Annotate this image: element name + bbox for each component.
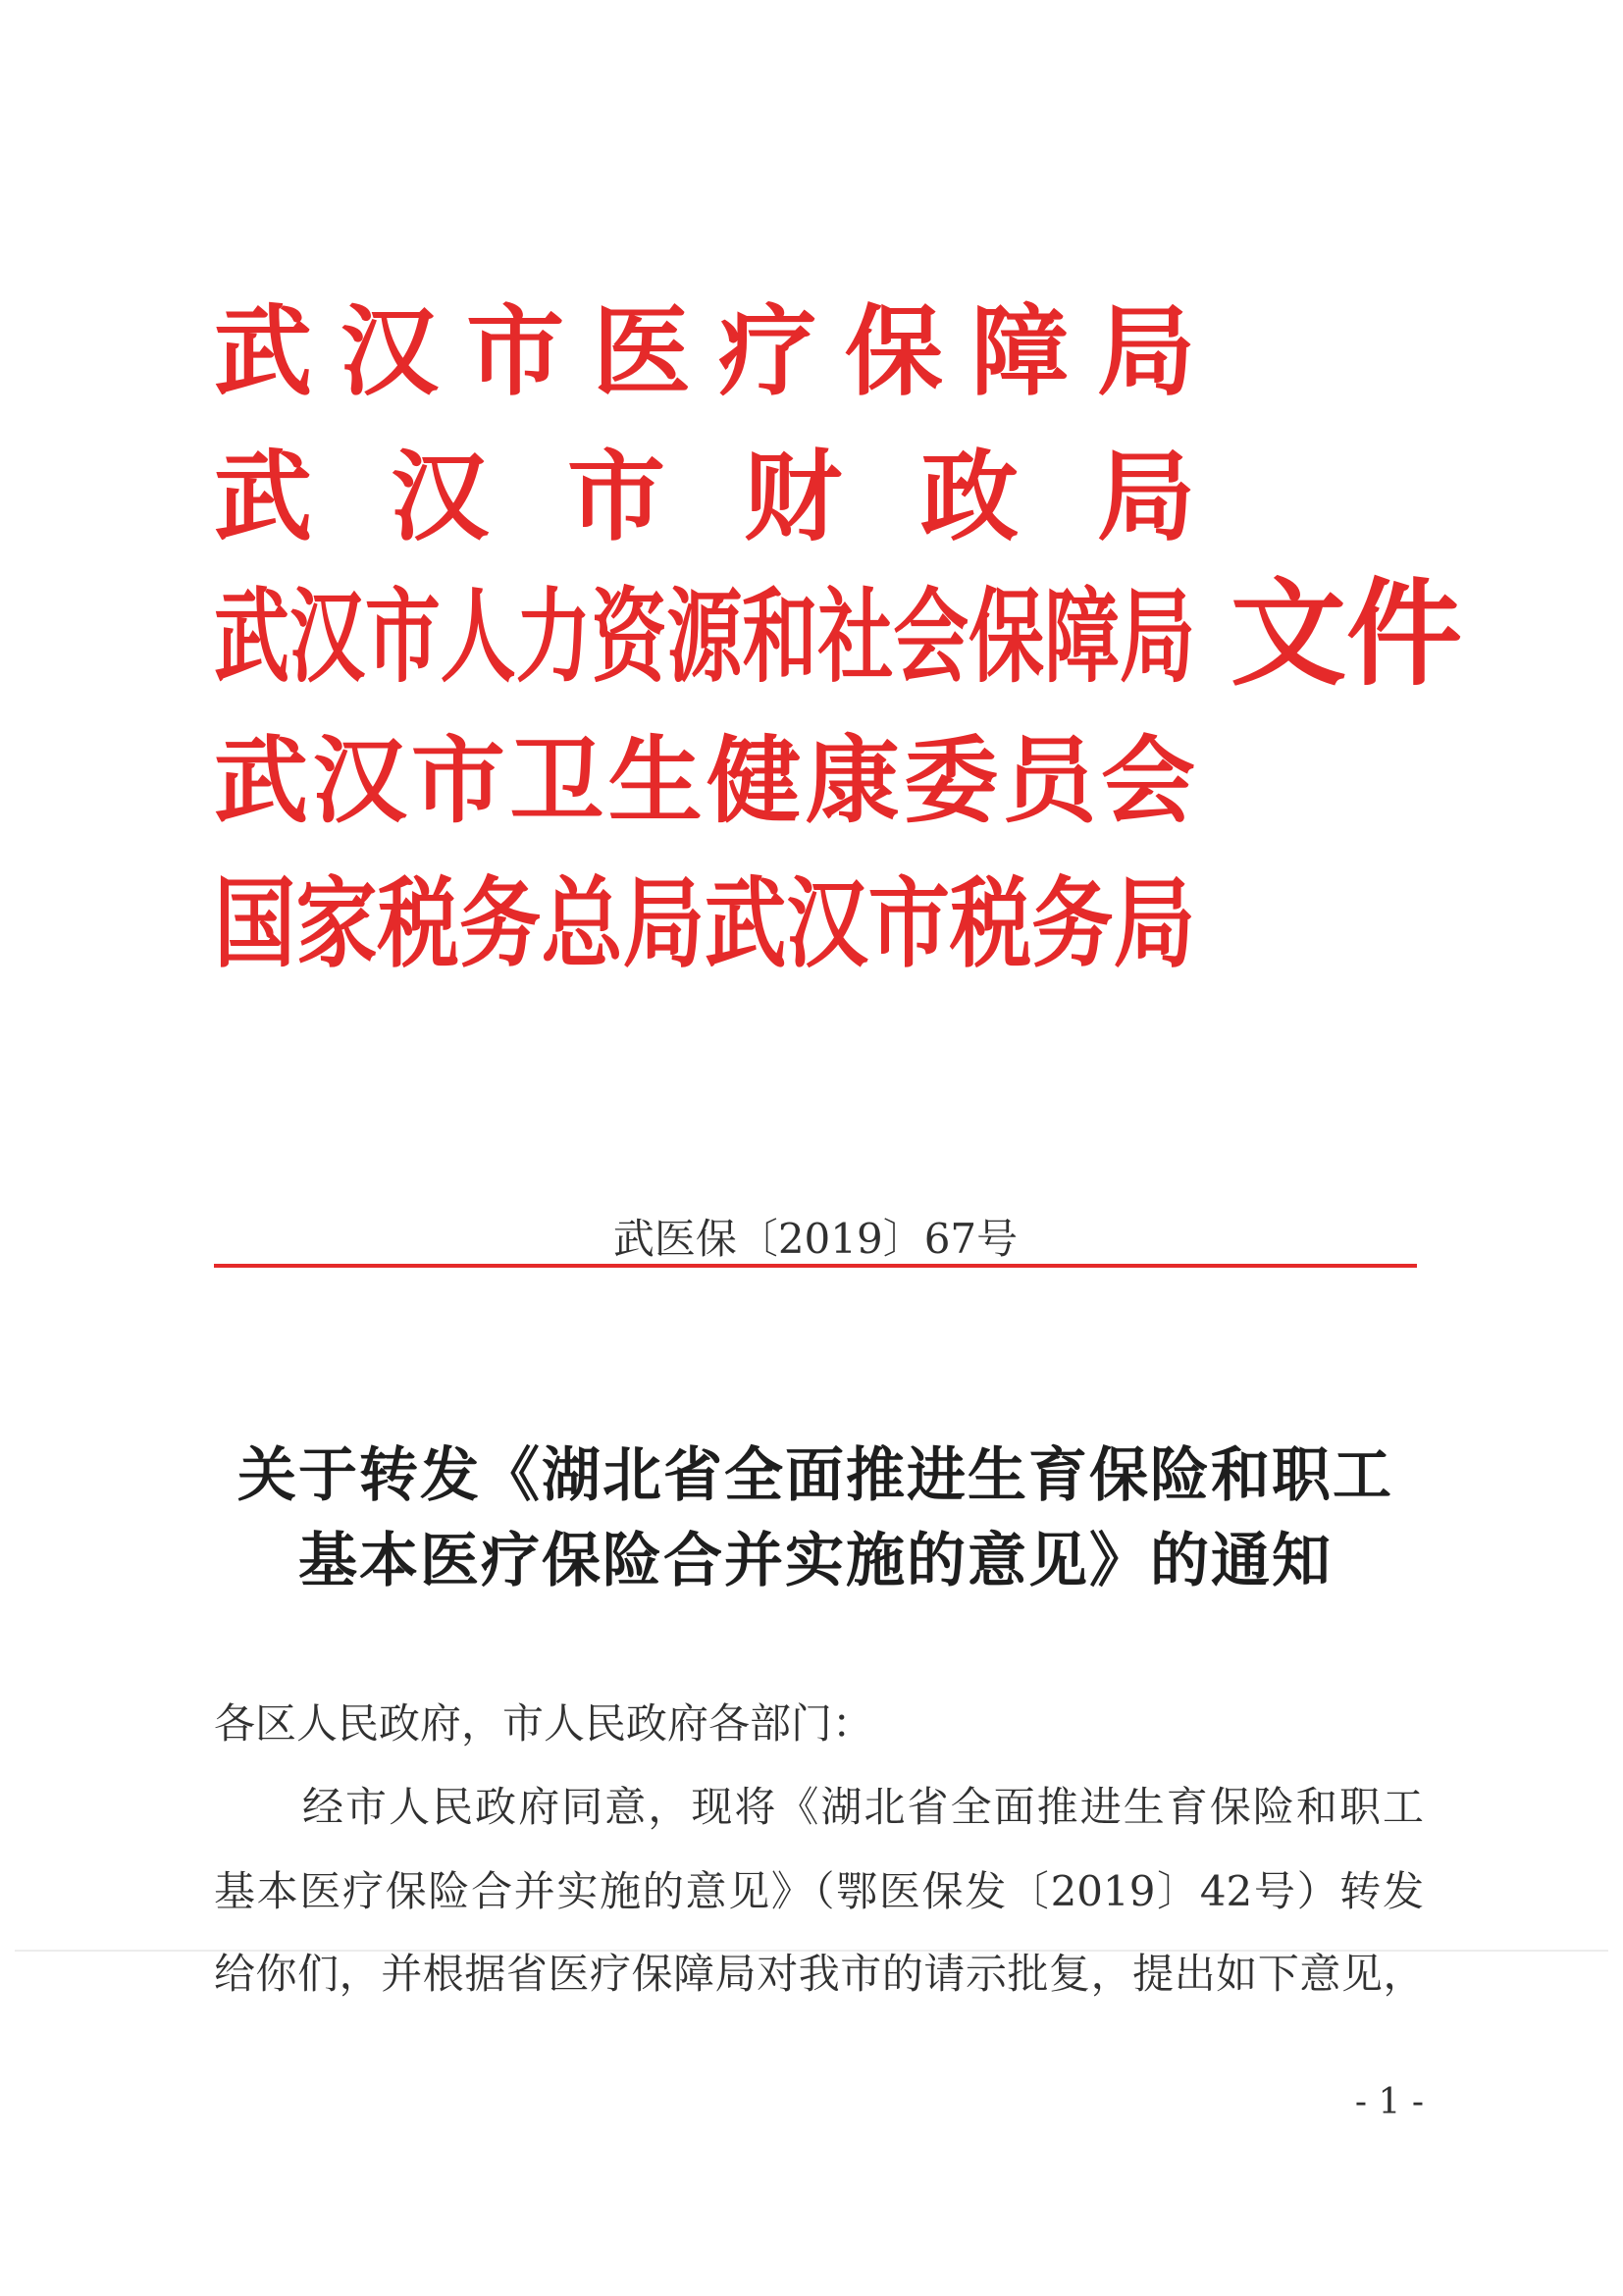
body-text-line: 给你们，并根据省医疗保障局对我市的请示批复，提出如下意见， — [214, 1950, 1424, 1998]
salutation: 各区人民政府，市人民政府各部门： — [214, 1699, 874, 1748]
document-number: 武医保〔2019〕67号 — [612, 1215, 1019, 1263]
notice-title-line: 关于转发《湖北省全面推进生育保险和职工 — [237, 1441, 1393, 1510]
document-label: 文件 — [1230, 565, 1463, 702]
red-separator-rule — [214, 1264, 1417, 1268]
notice-title-line: 基本医疗保险合并实施的意见》的通知 — [298, 1527, 1333, 1595]
issuer-line-finance-bureau: 武汉市财政局 — [214, 439, 1195, 554]
document-number-block — [214, 1213, 1417, 1268]
page-number: - 1 - — [1354, 2082, 1424, 2122]
issuer-line-tax-bureau: 国家税务总局武汉市税务局 — [214, 865, 1195, 981]
body-text-line: 经市人民政府同意，现将《湖北省全面推进生育保险和职工 — [302, 1783, 1424, 1831]
issuer-line-medical-security-bureau: 武汉市医疗保障局 — [214, 293, 1195, 409]
notice-title — [214, 1441, 1417, 1595]
issuer-line-hr-social-security-bureau: 武汉市人力资源和社会保障局 — [214, 576, 1195, 697]
notice-body — [214, 1695, 1424, 2004]
issuer-line-health-commission: 武汉市卫生健康委员会 — [214, 725, 1195, 836]
body-text-line: 基本医疗保险合并实施的意见》（鄂医保发〔2019〕42号）转发 — [214, 1867, 1424, 1915]
issuer-header — [214, 290, 1541, 983]
